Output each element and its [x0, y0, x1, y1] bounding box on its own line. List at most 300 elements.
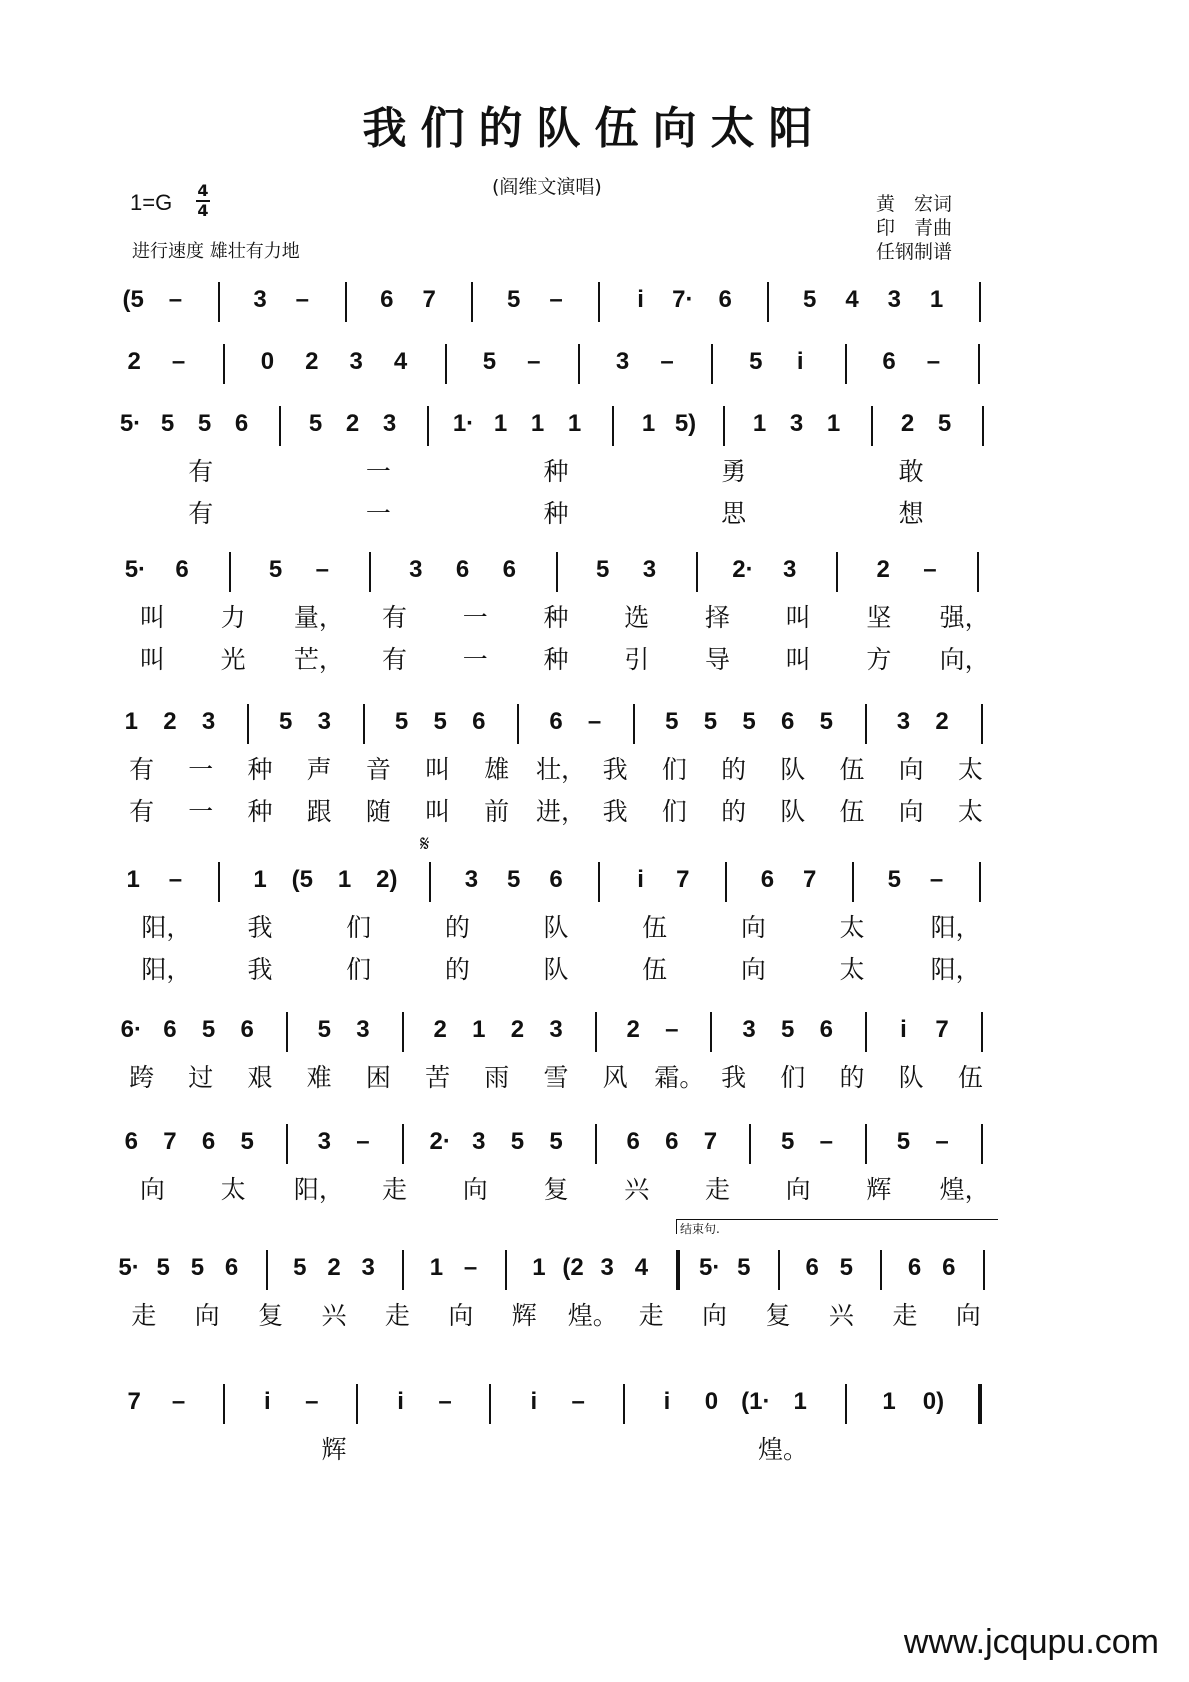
lyric-char: 伍: [839, 755, 865, 784]
note: i: [264, 1388, 271, 1415]
note: 5: [703, 708, 718, 735]
lyric-char: 一: [462, 603, 488, 632]
note: 6: [760, 866, 775, 893]
note: 6: [882, 348, 896, 375]
bar-line: [402, 1250, 404, 1290]
note: 1: [793, 1388, 807, 1415]
note: –: [168, 286, 183, 313]
watermark: www.jcqupu.com: [903, 1623, 1159, 1661]
transcriber: 任钢制谱: [876, 241, 953, 263]
bar-line: [981, 1124, 983, 1164]
lyric-char: 力: [220, 603, 246, 632]
lyric-char: 音: [365, 755, 391, 784]
lyric-char: 叫: [139, 603, 165, 632]
note: 5: [507, 866, 521, 893]
note: 3: [615, 348, 630, 375]
lyric-char: 阳，: [141, 955, 192, 984]
bar-line: [556, 552, 558, 592]
bar-line: [676, 1250, 680, 1290]
lyric-char: 种: [543, 603, 569, 632]
note: 3: [317, 1128, 332, 1155]
lyric-char: 风: [602, 1063, 628, 1092]
note: 7·: [672, 286, 694, 313]
note: 6: [472, 708, 486, 735]
lyricist: 黄 宏词: [876, 193, 953, 215]
note: 3: [409, 556, 423, 583]
note: 7: [163, 1128, 177, 1155]
bar-line: [218, 282, 220, 322]
lyric-char: 兴: [321, 1301, 347, 1330]
note: 5: [549, 1128, 563, 1155]
lyric-char: 太: [957, 797, 983, 826]
bar-line: [429, 862, 431, 902]
lyric-char: 有: [382, 645, 408, 674]
lyric-char: 有: [382, 603, 408, 632]
lyric-char: 种: [543, 645, 569, 674]
note: –: [305, 1388, 319, 1415]
note: 5: [507, 286, 521, 313]
note: 6: [819, 1016, 833, 1043]
note: 5: [190, 1254, 205, 1281]
note: –: [929, 866, 944, 893]
lyric-char: 导: [704, 645, 730, 674]
note: 5: [887, 866, 901, 893]
lyric-char: 队: [780, 755, 806, 784]
note: –: [315, 556, 329, 583]
lyric-char: 强，: [939, 603, 990, 632]
note: –: [295, 286, 309, 313]
note: 6: [124, 1128, 138, 1155]
lyric-char: 向: [898, 797, 924, 826]
note: 2: [305, 348, 319, 375]
bar-line: [978, 344, 980, 384]
note: 1: [124, 708, 138, 735]
note: 5: [737, 1254, 751, 1281]
note: 6: [240, 1016, 254, 1043]
credits: [876, 192, 952, 264]
lyric-char: 们: [661, 755, 687, 784]
note: 7: [127, 1388, 141, 1415]
note: 6: [780, 708, 795, 735]
note: –: [935, 1128, 949, 1155]
lyric-char: 队: [543, 955, 569, 984]
lyric-char: 煌，: [939, 1175, 990, 1204]
note: 5: [742, 708, 756, 735]
lyric-char: 前: [484, 797, 510, 826]
bar-line: [363, 704, 365, 744]
lyric-char: 雨: [484, 1063, 510, 1092]
lyric-char: 太: [839, 955, 865, 984]
note: 0: [260, 348, 275, 375]
lyric-char: 择: [704, 603, 730, 632]
bar-line: [871, 406, 873, 446]
note: 3: [789, 410, 804, 437]
lyric-char: 一: [365, 457, 391, 486]
note: 5·: [119, 410, 142, 437]
lyric-char: 煌。: [567, 1301, 618, 1330]
bar-line: [218, 862, 220, 902]
note: 7: [676, 866, 690, 893]
lyric-char: 伍: [642, 955, 668, 984]
note: i: [900, 1016, 907, 1043]
bar-line: [489, 1384, 491, 1424]
note: 2: [876, 556, 890, 583]
lyric-char: 向: [955, 1301, 981, 1330]
note: 5: [896, 1128, 911, 1155]
lyric-char: 向: [785, 1175, 811, 1204]
bar-line: [623, 1384, 625, 1424]
song-title: 我们的队伍向太阳: [362, 103, 827, 154]
bar-line: [880, 1250, 882, 1290]
lyric-char: 声: [306, 755, 332, 784]
note: 6: [942, 1254, 956, 1281]
note: 6: [380, 286, 394, 313]
note: 5: [482, 348, 497, 375]
lyric-char: 队: [543, 913, 569, 942]
note: 3: [642, 556, 657, 583]
lyric-char: 复: [765, 1301, 791, 1330]
lyric-char: 种: [543, 457, 569, 486]
note: (1·: [741, 1388, 771, 1415]
bar-line: [427, 406, 429, 446]
bar-line: [598, 862, 600, 902]
note: 6: [665, 1128, 679, 1155]
note: 4: [634, 1254, 649, 1281]
lyric-char: 伍: [839, 797, 865, 826]
bar-line: [505, 1250, 507, 1290]
note: 7: [935, 1016, 949, 1043]
bar-line: [981, 704, 983, 744]
note: (5: [291, 866, 313, 893]
lyric-char: 我: [602, 797, 628, 826]
lyric-char: 伍: [642, 913, 668, 942]
note: 5: [780, 1016, 795, 1043]
lyric-char: 阳，: [141, 913, 192, 942]
time-top: 4: [197, 181, 209, 200]
note: 5·: [124, 556, 147, 583]
bar-line: [223, 344, 225, 384]
bar-line: [345, 282, 347, 322]
key-signature: [130, 190, 172, 216]
lyric-char: 走: [131, 1301, 157, 1330]
note: 6: [718, 286, 732, 313]
lyric-char: 芒，: [293, 645, 344, 674]
bar-line: [696, 552, 698, 592]
note: 5: [197, 410, 212, 437]
lyric-char: 走: [382, 1175, 408, 1204]
bar-line: [767, 282, 769, 322]
tempo-marking: 进行速度 雄壮有力地: [132, 241, 300, 262]
time-bottom: 4: [197, 201, 209, 220]
bar-line: [247, 704, 249, 744]
lyric-char: 方: [866, 645, 892, 674]
note: 1: [532, 1254, 546, 1281]
lyric-char: 我: [247, 955, 273, 984]
lyric-char: 阳，: [293, 1175, 344, 1204]
note: 1: [493, 410, 508, 437]
lyric-char: 走: [638, 1301, 664, 1330]
note: 5: [156, 1254, 170, 1281]
lyric-char: 辉: [866, 1175, 892, 1204]
bar-line: [979, 862, 981, 902]
note: 7: [803, 866, 817, 893]
note: 6: [805, 1254, 819, 1281]
note: 2: [626, 1016, 640, 1043]
lyric-char: 随: [365, 797, 391, 826]
note: 2): [376, 866, 398, 893]
note: 3: [600, 1254, 614, 1281]
lyric-char: 坚: [866, 603, 892, 632]
bar-line: [266, 1250, 268, 1290]
note: 5: [780, 1128, 795, 1155]
note: 2: [510, 1016, 525, 1043]
lyric-char: 复: [258, 1301, 284, 1330]
lyric-char: 走: [384, 1301, 410, 1330]
note: 5: [268, 556, 283, 583]
bar-line: [852, 862, 854, 902]
bar-line: [845, 1384, 847, 1424]
note: 1: [641, 410, 656, 437]
lyric-char: 进，: [536, 797, 587, 826]
bar-line: [865, 1124, 867, 1164]
lyric-char: 向: [462, 1175, 488, 1204]
note: 3: [382, 410, 397, 437]
note: 3: [317, 708, 332, 735]
lyric-char: 一: [188, 755, 214, 784]
note: (2: [562, 1254, 584, 1281]
bar-line: [356, 1384, 358, 1424]
bar-line: [845, 344, 847, 384]
note: –: [819, 1128, 833, 1155]
lyric-char: 们: [346, 955, 372, 984]
lyric-char: 艰: [247, 1063, 273, 1092]
lyric-char: 雪: [543, 1063, 569, 1092]
note: 5: [803, 286, 817, 313]
lyric-char: 有: [129, 755, 155, 784]
note: 1: [429, 1254, 444, 1281]
note: 3: [356, 1016, 370, 1043]
bar-line: [595, 1012, 597, 1052]
note: –: [660, 348, 674, 375]
note: 6: [549, 866, 563, 893]
note: –: [438, 1388, 452, 1415]
bar-line: [612, 406, 614, 446]
note: 5: [201, 1016, 216, 1043]
lyric-char: 走: [704, 1175, 730, 1204]
note: 5: [240, 1128, 254, 1155]
lyric-char: 想: [898, 499, 924, 528]
bar-line: [979, 282, 981, 322]
bar-line: [402, 1124, 404, 1164]
note: 5: [394, 708, 409, 735]
note: 6: [175, 556, 189, 583]
note: 1: [882, 1388, 896, 1415]
note: 5: [937, 410, 952, 437]
bar-line: [778, 1250, 780, 1290]
note: 2: [935, 708, 949, 735]
note: –: [587, 708, 602, 735]
note: –: [356, 1128, 370, 1155]
note: 2·: [429, 1128, 451, 1155]
note: 1: [337, 866, 352, 893]
note: i: [663, 1388, 671, 1415]
note: 6: [234, 410, 249, 437]
lyric-char: 太: [957, 755, 983, 784]
bar-line: [595, 1124, 597, 1164]
note: 4: [845, 286, 859, 313]
lyric-char: 勇: [721, 457, 747, 486]
lyric-char: 煌。: [758, 1435, 809, 1464]
note: 0): [922, 1388, 945, 1415]
lyric-char: 难: [306, 1063, 332, 1092]
note: –: [168, 866, 183, 893]
lyric-char: 队: [780, 797, 806, 826]
lyric-char: 向: [139, 1175, 165, 1204]
note: 6: [626, 1128, 640, 1155]
bar-line: [578, 344, 580, 384]
note: 1: [530, 410, 545, 437]
lyric-char: 过: [188, 1063, 214, 1092]
note: 1: [126, 866, 140, 893]
lyric-char: 的: [721, 797, 747, 826]
performer: (阎维文演唱): [492, 176, 602, 198]
time-signature: [196, 182, 210, 220]
note: i: [530, 1388, 538, 1415]
lyric-char: 向: [448, 1301, 474, 1330]
note: 5: [293, 1254, 307, 1281]
note: 5: [665, 708, 679, 735]
note: –: [926, 348, 941, 375]
note: 5·: [699, 1254, 721, 1281]
note: 5: [433, 708, 447, 735]
note: 2: [327, 1254, 341, 1281]
note: 1: [472, 1016, 486, 1043]
segno-sign: 𝄋: [420, 832, 430, 857]
lyric-char: 叫: [425, 755, 451, 784]
lyric-char: 太: [839, 913, 865, 942]
note: 1: [826, 410, 841, 437]
bar-line: [517, 704, 519, 744]
note: 1: [567, 410, 582, 437]
lyric-char: 叫: [139, 645, 165, 674]
note: 3: [464, 866, 479, 893]
note: 3: [349, 348, 363, 375]
note: 5: [839, 1254, 853, 1281]
bar-line: [633, 704, 635, 744]
bar-line: [286, 1012, 288, 1052]
note: 1·: [452, 410, 475, 437]
lyric-char: 跟: [306, 797, 332, 826]
note: 4: [393, 348, 408, 375]
lyric-char: 复: [543, 1175, 569, 1204]
lyric-char: 伍: [957, 1063, 983, 1092]
lyric-char: 思: [721, 499, 747, 528]
note: –: [527, 348, 541, 375]
bar-line: [711, 344, 713, 384]
lyric-char: 种: [247, 755, 273, 784]
note: 2·: [732, 556, 754, 583]
note: –: [571, 1388, 585, 1415]
note: (5: [122, 286, 144, 313]
note: 3: [201, 708, 216, 735]
lyric-char: 们: [661, 797, 687, 826]
lyric-char: 我: [247, 913, 273, 942]
lyric-char: 雄: [484, 755, 510, 784]
lyric-char: 们: [780, 1063, 806, 1092]
note: 6: [907, 1254, 922, 1281]
note: 2: [433, 1016, 447, 1043]
lyric-char: 引: [624, 645, 650, 674]
lyric-char: 队: [898, 1063, 924, 1092]
lyric-char: 向: [194, 1301, 220, 1330]
note: 3: [361, 1254, 375, 1281]
note: –: [171, 1388, 186, 1415]
bar-line: [223, 1384, 225, 1424]
note: i: [637, 866, 644, 893]
note: 2: [900, 410, 915, 437]
note: i: [637, 286, 644, 313]
lyric-char: 阳，: [930, 913, 981, 942]
note: 5: [279, 708, 293, 735]
lyric-char: 辉: [511, 1301, 537, 1330]
bar-line: [981, 1012, 983, 1052]
note: –: [549, 286, 563, 313]
note: 6: [455, 556, 470, 583]
lyric-char: 的: [839, 1063, 865, 1092]
lyric-char: 苦: [425, 1063, 451, 1092]
note: 3: [253, 286, 267, 313]
lyric-char: 一: [462, 645, 488, 674]
note: 6: [502, 556, 516, 583]
bar-line: [279, 406, 281, 446]
note: 5: [819, 708, 833, 735]
lyric-char: 种: [247, 797, 273, 826]
note: 1: [752, 410, 767, 437]
ending-bracket: [676, 1219, 998, 1234]
note: 5: [596, 556, 610, 583]
note: 6: [163, 1016, 177, 1043]
bar-line: [977, 552, 979, 592]
bar-line: [229, 552, 231, 592]
lyric-char: 辉: [321, 1435, 347, 1464]
bar-line: [710, 1012, 712, 1052]
lyric-char: 的: [444, 913, 470, 942]
bar-line: [865, 704, 867, 744]
lyric-char: 太: [220, 1175, 246, 1204]
note: 5·: [118, 1254, 140, 1281]
lyric-char: 阳，: [930, 955, 981, 984]
lyric-char: 叫: [425, 797, 451, 826]
lyric-char: 的: [444, 955, 470, 984]
note: 2: [127, 348, 141, 375]
bar-line: [471, 282, 473, 322]
bar-line: [286, 1124, 288, 1164]
note: 5): [674, 410, 697, 437]
lyric-char: 有: [188, 499, 214, 528]
bar-line: [836, 552, 838, 592]
note: 5: [749, 348, 763, 375]
lyric-char: 向: [898, 755, 924, 784]
note: 3: [549, 1016, 563, 1043]
note: 1: [929, 286, 944, 313]
note: 2: [345, 410, 360, 437]
bar-line: [598, 282, 600, 322]
bar-line: [369, 552, 371, 592]
lyric-char: 有: [188, 457, 214, 486]
bar-line: [749, 1124, 751, 1164]
lyric-char: 向，: [939, 645, 990, 674]
bar-line: [402, 1012, 404, 1052]
